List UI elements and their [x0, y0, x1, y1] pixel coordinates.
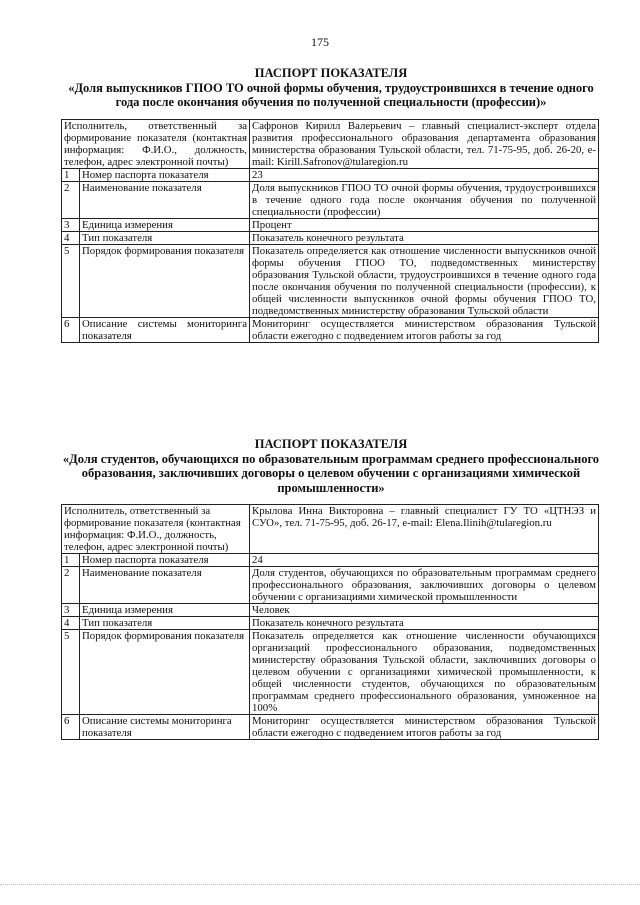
row-label: Тип показателя: [80, 617, 250, 630]
row-value: 23: [250, 168, 599, 181]
row-value: Мониторинг осуществляется министерством образования Тульской области ежегодно с подведением итогов работы за год: [250, 715, 599, 740]
executor-value: Крылова Инна Викторовна – главный специалист ГУ ТО «ЦТНЭЗ и СУО», тел. 71-75-95, доб. 26-17, e-mail: Elena.Ilinih@tularegion.ru: [250, 505, 599, 554]
row-value: Доля выпускников ГПОО ТО очной формы обучения, трудоустроившихся в течение одного года после окончания обучения по полученной специальности (профессии): [250, 181, 599, 218]
table-row: [62, 244, 599, 317]
table-row: [62, 181, 599, 218]
row-label: Порядок формирования показателя: [80, 244, 250, 317]
row-label: Наименование показателя: [80, 567, 250, 604]
row-label: Тип показателя: [80, 231, 250, 244]
row-number: 1: [62, 554, 80, 567]
row-number: 3: [62, 218, 80, 231]
row-label: Описание системы мониторинга показателя: [80, 317, 250, 342]
table-row: [62, 567, 599, 604]
table-row: [62, 617, 599, 630]
table-row: [62, 168, 599, 181]
passport-table: [61, 119, 599, 343]
executor-value: Сафронов Кирилл Валерьевич – главный специалист-эксперт отдела развития профессионального образования департамента образования министерства образования Тульской области, тел. 71-75-95, доб. 26-20, e-mail: Kirill.Safronov@tularegion.ru: [250, 119, 599, 168]
row-value: Показатель конечного результата: [250, 231, 599, 244]
row-value: 24: [250, 554, 599, 567]
table-row: [62, 630, 599, 715]
table-row: [62, 715, 599, 740]
table-row: [62, 231, 599, 244]
row-value: Мониторинг осуществляется министерством образования Тульской области ежегодно с подведением итогов работы за год: [250, 317, 599, 342]
table-row-executor: [62, 505, 599, 554]
row-number: 1: [62, 168, 80, 181]
row-value: Показатель определяется как отношение численности обучающихся организаций профессионального образования, подведомственных министерству образования Тульской области, заключивших договоры о целевом обучении с организациями химической промышленности, к общей численности студентов, обучающихся по образовательным программам среднего профессионального образования, умноженное на 100%: [250, 630, 599, 715]
row-number: 4: [62, 231, 80, 244]
passport-heading: ПАСПОРТ ПОКАЗАТЕЛЯ: [254, 66, 408, 80]
row-label: Единица измерения: [80, 218, 250, 231]
indicator-passport-1: [61, 66, 601, 343]
row-label: Порядок формирования показателя: [80, 630, 250, 715]
passport-subtitle: «Доля студентов, обучающихся по образовательным программам среднего профессионального образования, заключивших договоры о целевом обучении с организациями химической промышленности»: [62, 451, 600, 495]
row-number: 5: [62, 244, 80, 317]
row-number: 3: [62, 604, 80, 617]
row-value: Человек: [250, 604, 599, 617]
table-row: [62, 218, 599, 231]
passport-subtitle: «Доля выпускников ГПОО ТО очной формы обучения, трудоустроившихся в течение одного года после окончания обучения по полученной специальности (профессии)»: [68, 80, 594, 109]
row-label: Единица измерения: [80, 604, 250, 617]
passport-heading: ПАСПОРТ ПОКАЗАТЕЛЯ: [254, 437, 408, 451]
row-number: 2: [62, 567, 80, 604]
page-number: 175: [311, 35, 329, 49]
row-value: Процент: [250, 218, 599, 231]
row-number: 6: [62, 317, 80, 342]
row-label: Номер паспорта показателя: [80, 168, 250, 181]
row-number: 4: [62, 617, 80, 630]
row-value: Доля студентов, обучающихся по образовательным программам среднего профессионального образования, заключивших договоры о целевом обучении с организациями химической промышленности: [250, 567, 599, 604]
indicator-passport-2: [61, 437, 601, 740]
row-number: 6: [62, 715, 80, 740]
row-label: Наименование показателя: [80, 181, 250, 218]
row-label: Описание системы мониторинга показателя: [80, 715, 250, 740]
row-value: Показатель конечного результата: [250, 617, 599, 630]
table-row: [62, 317, 599, 342]
scan-artifact-divider: [0, 884, 640, 888]
passport-table: [61, 504, 599, 740]
executor-label: Исполнитель, ответственный за формирование показателя (контактная информация: Ф.И.О., должность, телефон, адрес электронной почты): [62, 505, 250, 554]
row-label: Номер паспорта показателя: [80, 554, 250, 567]
row-number: 2: [62, 181, 80, 218]
table-row-executor: [62, 119, 599, 168]
table-row: [62, 604, 599, 617]
table-row: [62, 554, 599, 567]
row-value: Показатель определяется как отношение численности выпускников очной формы обучения ГПОО ТО, подведомственных министерству образования Тульской области, трудоустроившихся в течение одного года после окончания обучения по полученной специальности (профессии), к общей численности выпускников очной формы обучения ГПОО ТО, подведомственных министерству образования Тульской области: [250, 244, 599, 317]
executor-label: Исполнитель, ответственный за формирование показателя (контактная информация: Ф.И.О., должность, телефон, адрес электронной почты): [62, 119, 250, 168]
row-number: 5: [62, 630, 80, 715]
